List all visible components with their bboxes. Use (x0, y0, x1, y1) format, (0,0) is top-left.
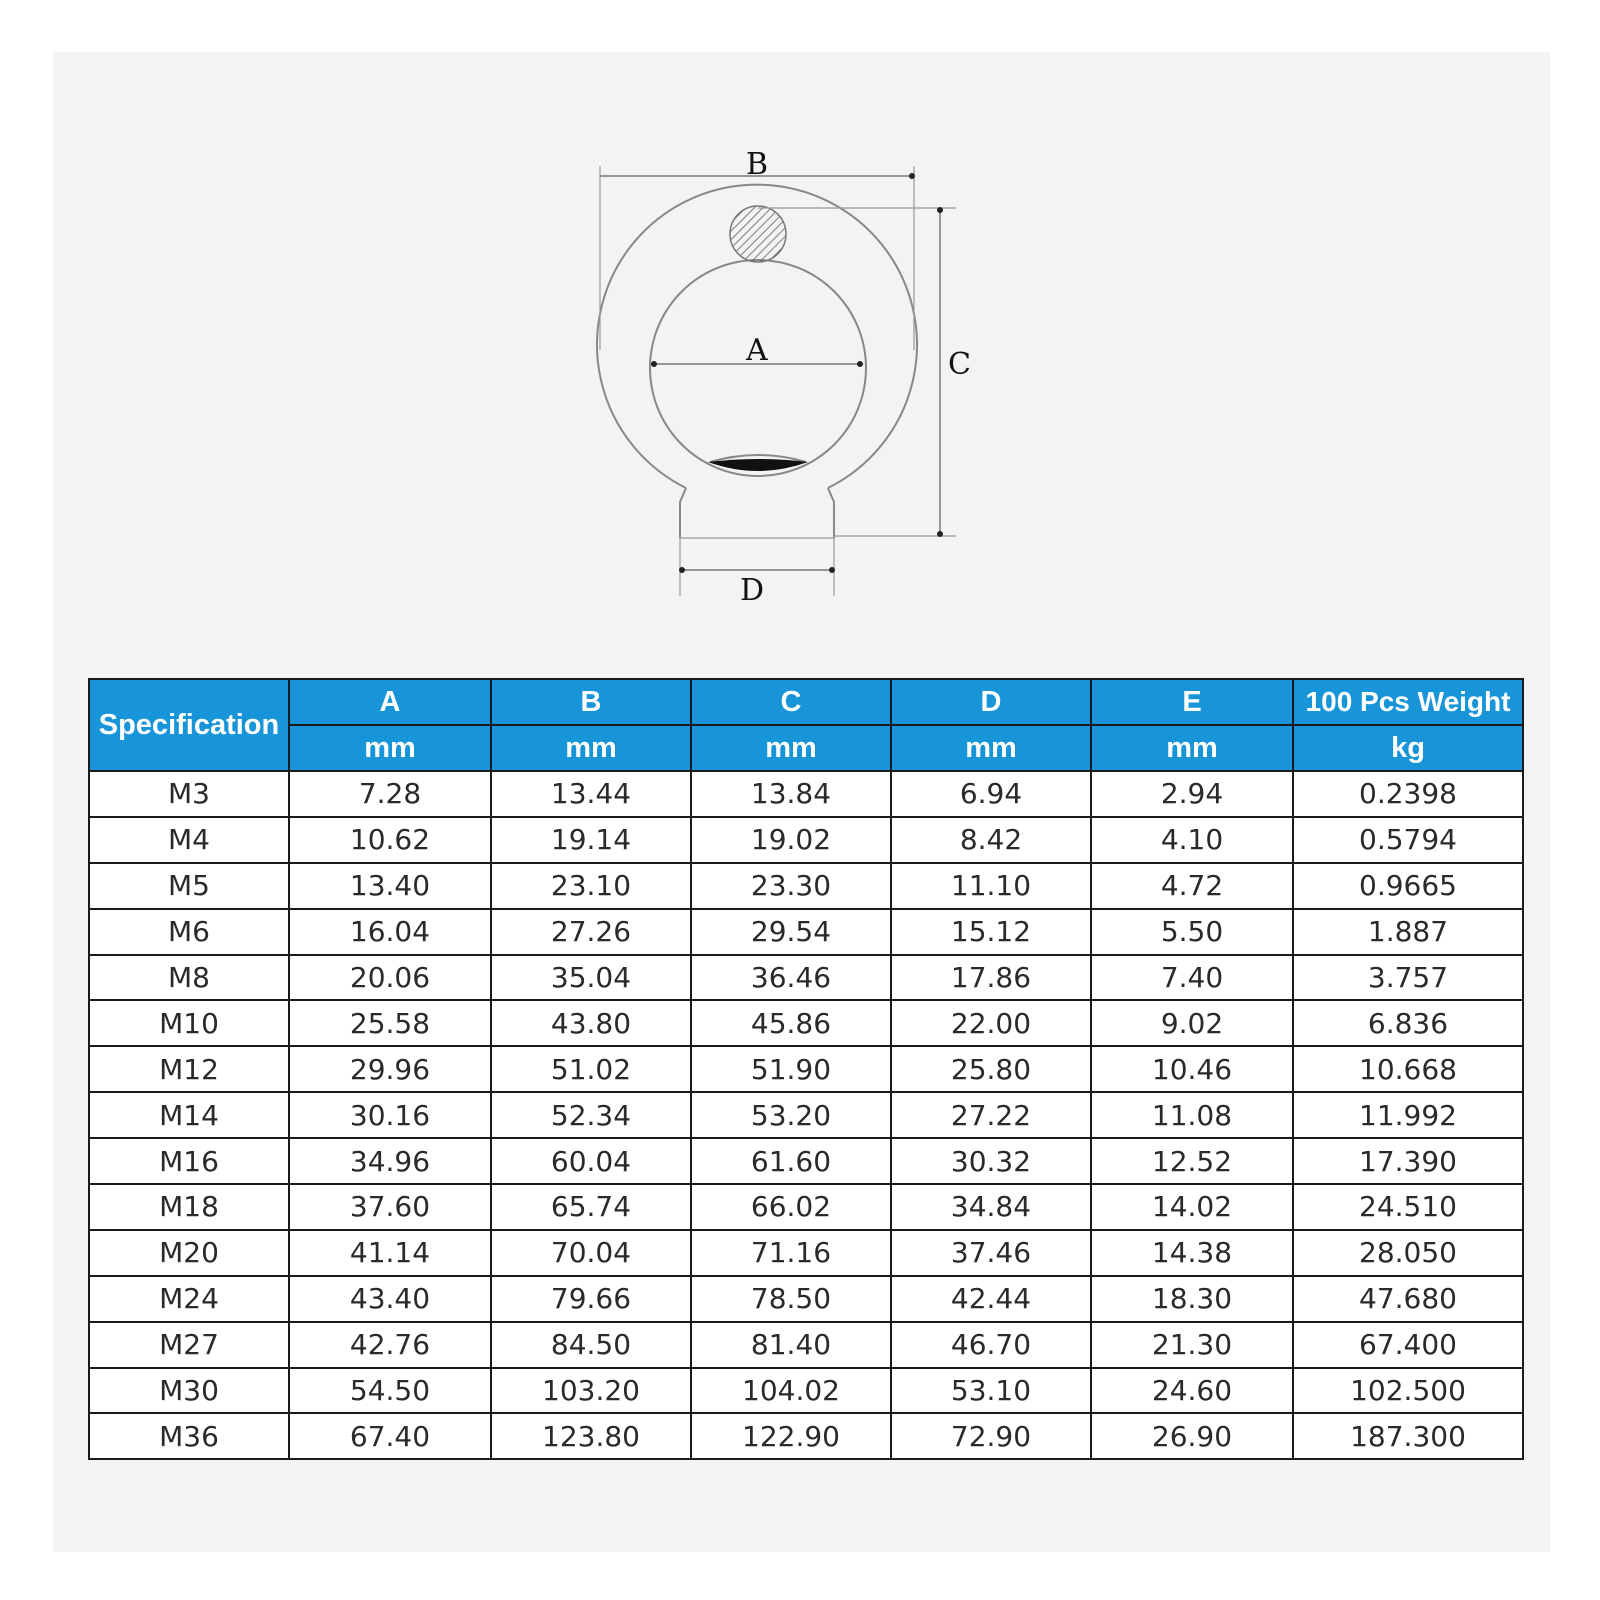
value-cell: 13.44 (491, 771, 691, 817)
value-cell: 25.80 (891, 1046, 1091, 1092)
header-col-name: A (289, 679, 491, 725)
spec-cell: M4 (89, 817, 289, 863)
table-row (89, 1368, 1523, 1414)
value-cell: 102.500 (1293, 1368, 1523, 1414)
value-cell: 12.52 (1091, 1138, 1293, 1184)
value-cell: 13.40 (289, 863, 491, 909)
header-col-unit: mm (691, 725, 891, 771)
value-cell: 26.90 (1091, 1413, 1293, 1459)
value-cell: 0.9665 (1293, 863, 1523, 909)
value-cell: 34.84 (891, 1184, 1091, 1230)
value-cell: 6.94 (891, 771, 1091, 817)
header-col-name: B (491, 679, 691, 725)
value-cell: 4.10 (1091, 817, 1293, 863)
value-cell: 81.40 (691, 1322, 891, 1368)
spec-cell: M18 (89, 1184, 289, 1230)
value-cell: 29.54 (691, 909, 891, 955)
value-cell: 71.16 (691, 1230, 891, 1276)
value-cell: 52.34 (491, 1092, 691, 1138)
cross-section-hatch (730, 206, 786, 262)
value-cell: 43.80 (491, 1000, 691, 1046)
table-row (89, 955, 1523, 1001)
value-cell: 0.2398 (1293, 771, 1523, 817)
value-cell: 4.72 (1091, 863, 1293, 909)
header-specification: Specification (89, 679, 289, 771)
value-cell: 53.10 (891, 1368, 1091, 1414)
value-cell: 21.30 (1091, 1322, 1293, 1368)
value-cell: 28.050 (1293, 1230, 1523, 1276)
table-row (89, 1138, 1523, 1184)
value-cell: 42.76 (289, 1322, 491, 1368)
value-cell: 14.38 (1091, 1230, 1293, 1276)
value-cell: 123.80 (491, 1413, 691, 1459)
b-label: B (746, 147, 769, 182)
value-cell: 43.40 (289, 1276, 491, 1322)
value-cell: 10.62 (289, 817, 491, 863)
d-label: D (740, 573, 765, 608)
value-cell: 54.50 (289, 1368, 491, 1414)
value-cell: 104.02 (691, 1368, 891, 1414)
table-row (89, 1046, 1523, 1092)
nut-neck (680, 488, 834, 538)
value-cell: 18.30 (1091, 1276, 1293, 1322)
value-cell: 36.46 (691, 955, 891, 1001)
table-row (89, 1184, 1523, 1230)
header-col-unit: mm (891, 725, 1091, 771)
header-row-names (89, 679, 1523, 725)
value-cell: 23.30 (691, 863, 891, 909)
value-cell: 66.02 (691, 1184, 891, 1230)
value-cell: 37.60 (289, 1184, 491, 1230)
value-cell: 65.74 (491, 1184, 691, 1230)
header-col-unit: mm (289, 725, 491, 771)
spec-cell: M12 (89, 1046, 289, 1092)
spec-cell: M20 (89, 1230, 289, 1276)
value-cell: 45.86 (691, 1000, 891, 1046)
header-col-name: D (891, 679, 1091, 725)
spec-cell: M8 (89, 955, 289, 1001)
value-cell: 22.00 (891, 1000, 1091, 1046)
table-row (89, 1413, 1523, 1459)
header-col-name: E (1091, 679, 1293, 725)
value-cell: 34.96 (289, 1138, 491, 1184)
value-cell: 47.680 (1293, 1276, 1523, 1322)
value-cell: 60.04 (491, 1138, 691, 1184)
value-cell: 122.90 (691, 1413, 891, 1459)
table-row (89, 1000, 1523, 1046)
table-row (89, 1322, 1523, 1368)
value-cell: 11.08 (1091, 1092, 1293, 1138)
inner-hole-outline (650, 260, 866, 476)
value-cell: 7.40 (1091, 955, 1293, 1001)
value-cell: 187.300 (1293, 1413, 1523, 1459)
eye-nut-diagram (560, 130, 1020, 630)
table-row (89, 1276, 1523, 1322)
value-cell: 3.757 (1293, 955, 1523, 1001)
value-cell: 8.42 (891, 817, 1091, 863)
value-cell: 78.50 (691, 1276, 891, 1322)
table-row (89, 1230, 1523, 1276)
value-cell: 29.96 (289, 1046, 491, 1092)
header-row-units (89, 725, 1523, 771)
value-cell: 27.22 (891, 1092, 1091, 1138)
value-cell: 19.02 (691, 817, 891, 863)
value-cell: 37.46 (891, 1230, 1091, 1276)
spec-table (88, 678, 1524, 1460)
value-cell: 41.14 (289, 1230, 491, 1276)
spec-cell: M27 (89, 1322, 289, 1368)
value-cell: 6.836 (1293, 1000, 1523, 1046)
header-col-unit: kg (1293, 725, 1523, 771)
value-cell: 9.02 (1091, 1000, 1293, 1046)
value-cell: 10.668 (1293, 1046, 1523, 1092)
c-label: C (948, 347, 971, 382)
spec-cell: M36 (89, 1413, 289, 1459)
spec-cell: M5 (89, 863, 289, 909)
value-cell: 61.60 (691, 1138, 891, 1184)
spec-cell: M16 (89, 1138, 289, 1184)
table-row (89, 909, 1523, 955)
value-cell: 51.90 (691, 1046, 891, 1092)
spec-cell: M24 (89, 1276, 289, 1322)
header-col-unit: mm (1091, 725, 1293, 771)
value-cell: 19.14 (491, 817, 691, 863)
value-cell: 70.04 (491, 1230, 691, 1276)
value-cell: 35.04 (491, 955, 691, 1001)
value-cell: 14.02 (1091, 1184, 1293, 1230)
value-cell: 27.26 (491, 909, 691, 955)
value-cell: 30.32 (891, 1138, 1091, 1184)
table-row (89, 771, 1523, 817)
table-row (89, 1092, 1523, 1138)
value-cell: 79.66 (491, 1276, 691, 1322)
header-col-name: 100 Pcs Weight (1293, 679, 1523, 725)
value-cell: 2.94 (1091, 771, 1293, 817)
value-cell: 42.44 (891, 1276, 1091, 1322)
value-cell: 11.10 (891, 863, 1091, 909)
header-col-name: C (691, 679, 891, 725)
value-cell: 7.28 (289, 771, 491, 817)
spec-cell: M10 (89, 1000, 289, 1046)
value-cell: 72.90 (891, 1413, 1091, 1459)
value-cell: 10.46 (1091, 1046, 1293, 1092)
value-cell: 23.10 (491, 863, 691, 909)
value-cell: 17.86 (891, 955, 1091, 1001)
value-cell: 46.70 (891, 1322, 1091, 1368)
header-col-unit: mm (491, 725, 691, 771)
value-cell: 11.992 (1293, 1092, 1523, 1138)
value-cell: 0.5794 (1293, 817, 1523, 863)
value-cell: 20.06 (289, 955, 491, 1001)
value-cell: 67.40 (289, 1413, 491, 1459)
value-cell: 24.510 (1293, 1184, 1523, 1230)
a-label: A (746, 333, 768, 368)
value-cell: 17.390 (1293, 1138, 1523, 1184)
spec-cell: M30 (89, 1368, 289, 1414)
value-cell: 16.04 (289, 909, 491, 955)
spec-cell: M6 (89, 909, 289, 955)
spec-cell: M14 (89, 1092, 289, 1138)
value-cell: 84.50 (491, 1322, 691, 1368)
value-cell: 5.50 (1091, 909, 1293, 955)
value-cell: 67.400 (1293, 1322, 1523, 1368)
value-cell: 53.20 (691, 1092, 891, 1138)
value-cell: 15.12 (891, 909, 1091, 955)
value-cell: 24.60 (1091, 1368, 1293, 1414)
value-cell: 25.58 (289, 1000, 491, 1046)
value-cell: 103.20 (491, 1368, 691, 1414)
table-row (89, 817, 1523, 863)
spec-cell: M3 (89, 771, 289, 817)
table-row (89, 863, 1523, 909)
value-cell: 13.84 (691, 771, 891, 817)
value-cell: 51.02 (491, 1046, 691, 1092)
value-cell: 30.16 (289, 1092, 491, 1138)
spec-table-body (89, 771, 1523, 1459)
value-cell: 1.887 (1293, 909, 1523, 955)
